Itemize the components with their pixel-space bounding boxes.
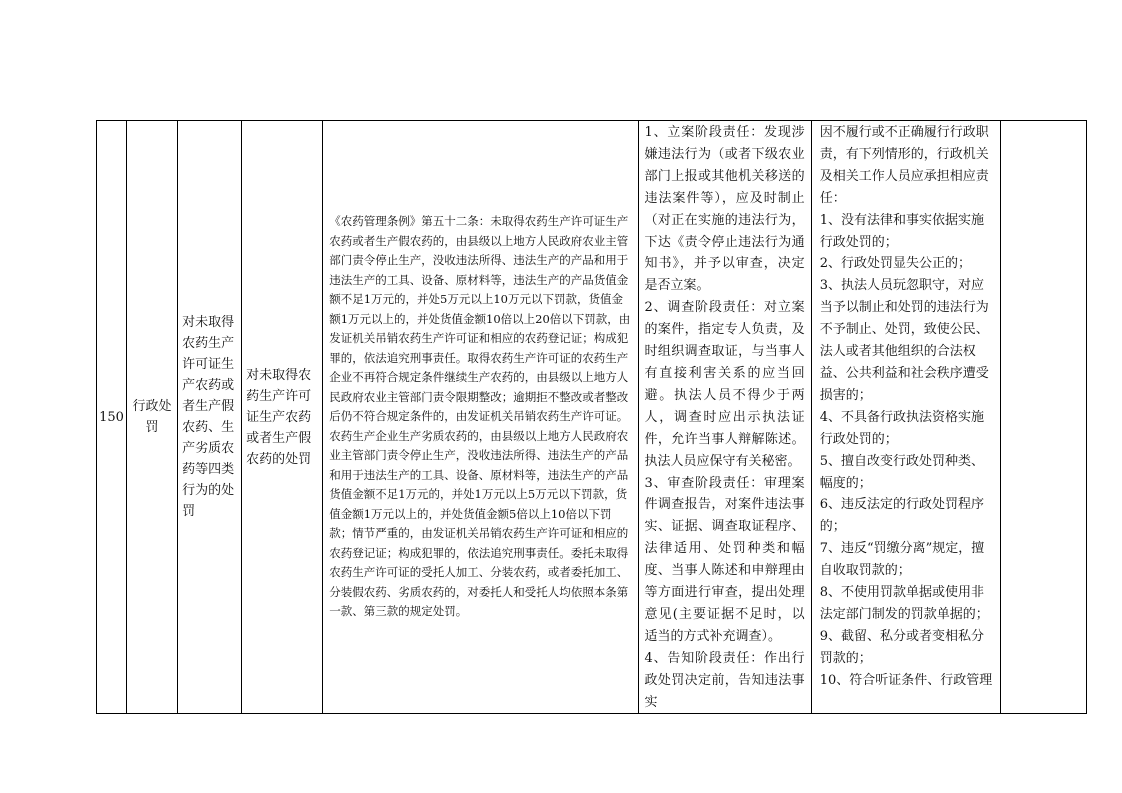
accountability-item: 3、执法人员玩忽职守，对应当予以制止和处罚的违法行为不予制止、处罚，致使公民、法人或者其他组织的合法权益、公共利益和社会秩序遭受损害的； <box>819 278 989 403</box>
sub-item-name: 对未取得农药生产许可证生产农药或者生产假农药的处罚 <box>242 121 323 714</box>
accountability-item: 9、截留、私分或者变相私分罚款的； <box>819 628 984 666</box>
accountability-item: 8、不使用罚款单据或使用非法定部门制发的罚款单据的； <box>819 585 989 622</box>
table-row <box>97 121 1087 714</box>
power-category: 行政处罚 <box>127 121 178 714</box>
accountability-item: 6、违反法定的行政处罚程序的； <box>819 497 984 535</box>
duty-investigation: 2、调查阶段责任：对立案的案件，指定专人负责，及时组织调查取证，与当事人有直接利害关系的应当回避。执法人员不得少于两人，调查时应出示执法证件，允许当事人辩解陈述。执法人员应保守有关秘密。 <box>644 300 805 469</box>
accountability-item: 7、违反“罚缴分离”规定，擅自收取罚款的； <box>819 541 985 579</box>
accountability-item: 4、不具备行政执法资格实施行政处罚的； <box>819 409 984 447</box>
row-number: 150 <box>97 121 127 714</box>
accountability-list <box>811 121 1000 714</box>
accountability-item: 1、没有法律和事实依据实施行政处罚的； <box>819 212 984 250</box>
accountability-intro: 因不履行或不正确履行行政职责，有下列情形的，行政机关及相关工作人员应承担相应责任： <box>819 125 989 206</box>
duty-review: 3、审查阶段责任：审理案件调查报告，对案件违法事实、证据、调查取证程序、法律适用、处罚种类和幅度、当事人陈述和申辩理由等方面进行审查，提出处理意见(主要证据不足时，以适当的方式补充调查）。 <box>644 475 805 644</box>
duty-filing: 1、立案阶段责任：发现涉嫌违法行为（或者下级农业部门上报或其他机关移送的违法案件等），应及时制止（对正在实施的违法行为，下达《责令停止违法行为通知书》，并予以审查，决定是否立案。 <box>644 125 805 294</box>
remarks-cell <box>1000 121 1086 714</box>
responsibility-list <box>638 121 811 714</box>
accountability-item: 2、行政处罚显失公正的； <box>819 256 971 272</box>
duty-notification: 4、告知阶段责任：作出行政处罚决定前，告知违法事实 <box>644 650 805 710</box>
legal-basis: 《农药管理条例》第五十二条：未取得农药生产许可证生产农药或者生产假农药的，由县级以上地方人民政府农业主管部门责令停止生产，没收违法所得、违法生产的产品和用于违法生产的工具、设备、原材料等，违法生产的产品货值金额不足1万元的，并处5万元以上10万元以下罚款，货值金额1万元以上的，并处货值金额10倍以上20倍以下罚款，由发证机关吊销农药生产许可证和相应的农药登记证；构成犯罪的，依法追究刑事责任。取得农药生产许可证的农药生产企业不再符合规定条件继续生产农药的，由县级以上地方人民政府农业主管部门责令限期整改；逾期拒不整改或者整改后仍不符合规定条件的，由发证机关吊销农药生产许可证。农药生产企业生产劣质农药的，由县级以上地方人民政府农业主管部门责令停止生产，没收违法所得、违法生产的产品和用于违法生产的工具、设备、原材料等，违法生产的产品货值金额不足1万元的，并处1万元以上5万元以下罚款，货值金额1万元以上的，并处货值金额5倍以上10倍以下罚款；情节严重的，由发证机关吊销农药生产许可证和相应的农药登记证；构成犯罪的，依法追究刑事责任。委托未取得农药生产许可证的受托人加工、分装农药，或者委托加工、分装假农药、劣质农药的，对委托人和受托人均依照本条第一款、第三款的规定处罚。 <box>323 121 638 714</box>
item-name: 对未取得农药生产许可证生产农药或者生产假农药、生产劣质农药等四类行为的处罚 <box>178 121 242 714</box>
accountability-item: 5、擅自改变行政处罚种类、幅度的； <box>819 453 984 491</box>
power-list-table <box>96 120 1087 714</box>
accountability-item: 10、符合听证条件、行政管理 <box>819 672 993 688</box>
